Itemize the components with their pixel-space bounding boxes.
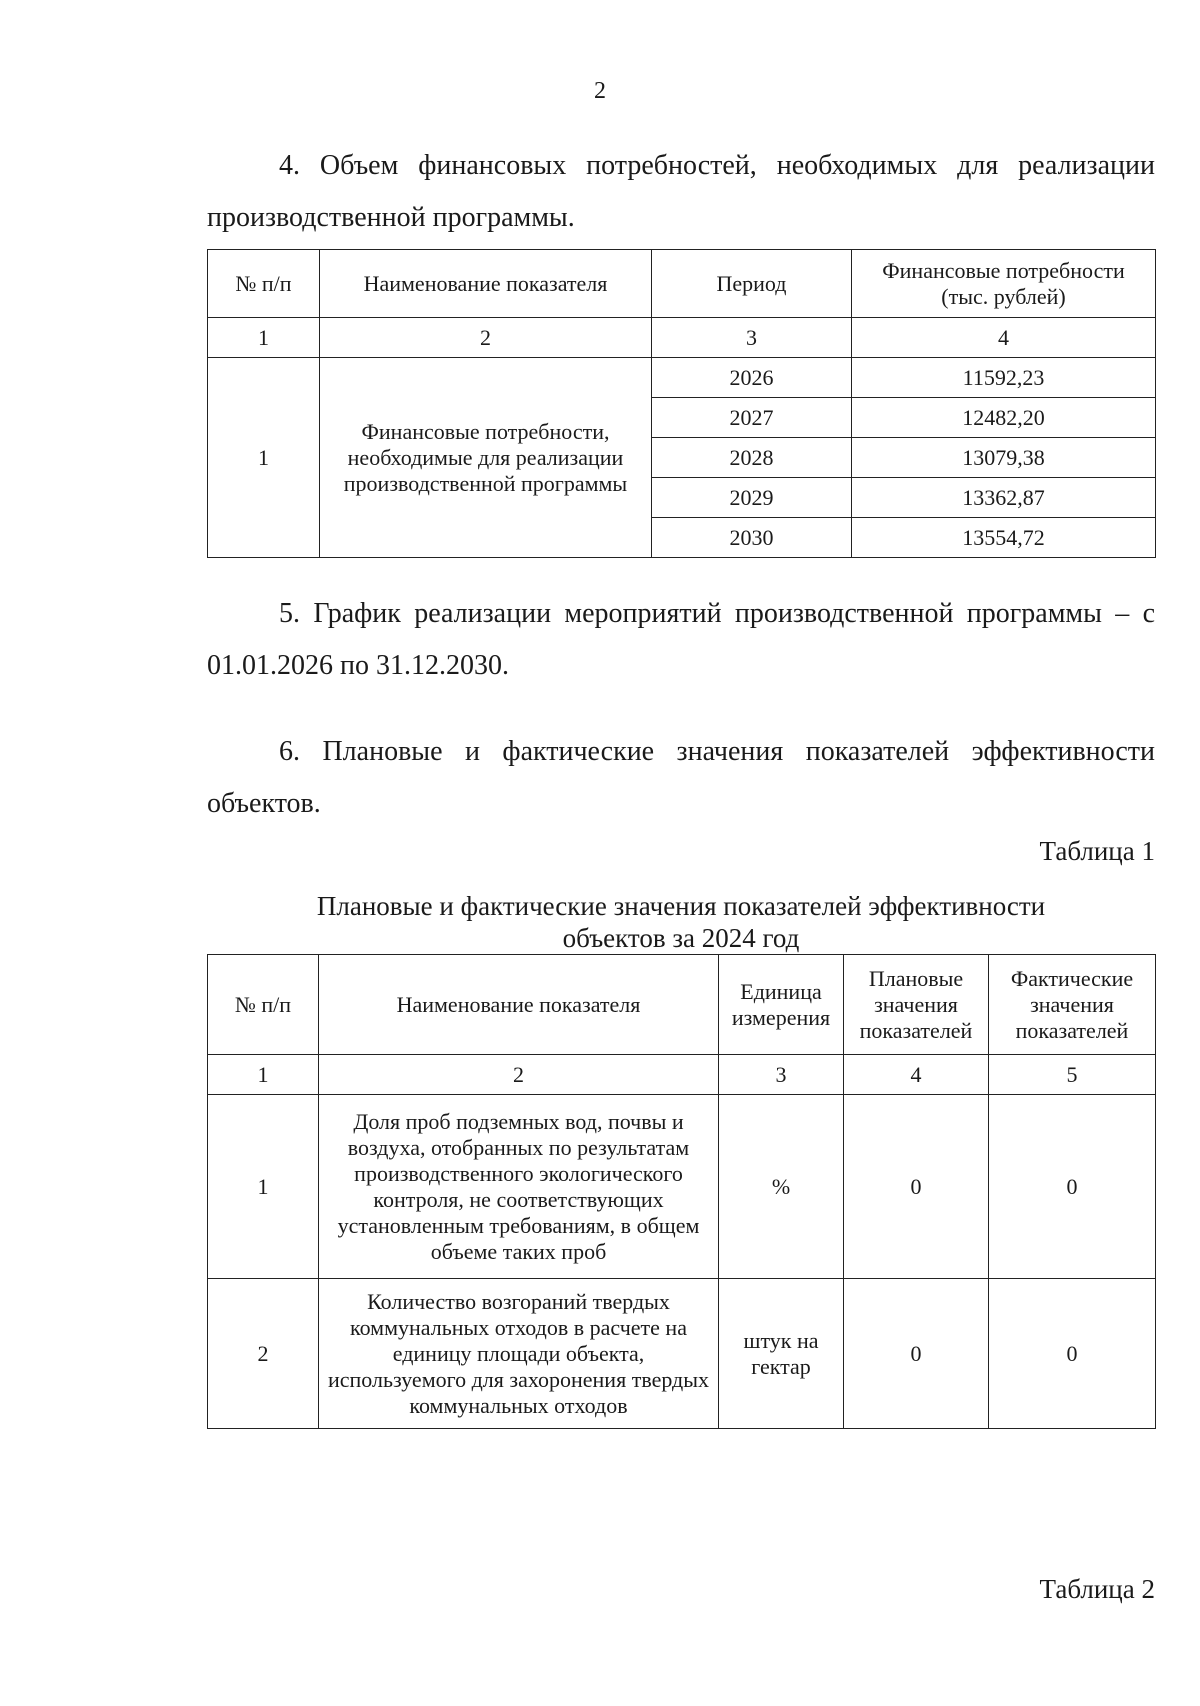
table-1-label: Таблица 1 bbox=[1039, 836, 1155, 866]
row-number-cell: 1 bbox=[208, 358, 320, 558]
col-number-cell: 1 bbox=[208, 318, 320, 358]
value-cell: 13554,72 bbox=[852, 518, 1156, 558]
table-2-label: Таблица 2 bbox=[1039, 1574, 1155, 1604]
value-cell: 13362,87 bbox=[852, 478, 1156, 518]
section-6-paragraph bbox=[207, 726, 1155, 830]
section-4-paragraph bbox=[207, 140, 1155, 244]
period-cell: 2028 bbox=[652, 438, 852, 478]
financial-needs-table bbox=[207, 249, 1156, 558]
table-1-title-line-1: Плановые и фактические значения показателей эффективности bbox=[316, 891, 1046, 921]
table-1-title bbox=[207, 890, 1155, 954]
actual-value-cell: 0 bbox=[989, 1279, 1156, 1429]
section-6-line-1: 6. Плановые и фактические значения показателей эффективности bbox=[279, 736, 1155, 767]
period-cell: 2030 bbox=[652, 518, 852, 558]
row-name-cell: Количество возгораний твердых коммунальных отходов в расчете на единицу площади объекта, используемого для захоронения твердых коммунальных отходов bbox=[319, 1279, 719, 1429]
period-cell: 2029 bbox=[652, 478, 852, 518]
column-numbers-row bbox=[208, 318, 1156, 358]
row-name-cell: Финансовые потребности, необходимые для реализации производственной программы bbox=[320, 358, 652, 558]
row-number-cell: 2 bbox=[208, 1279, 319, 1429]
column-numbers-row bbox=[208, 1055, 1156, 1095]
table-row bbox=[208, 358, 1156, 398]
section-5-line-2: 01.01.2026 по 31.12.2030. bbox=[207, 650, 509, 681]
row-name-cell: Доля проб подземных вод, почвы и воздуха, отобранных по результатам производственного экологического контроля, не соответствующих установленным требованиям, в общем объеме таких проб bbox=[319, 1095, 719, 1279]
period-cell: 2027 bbox=[652, 398, 852, 438]
col-number-cell: 1 bbox=[208, 1055, 319, 1095]
header-number: № п/п bbox=[208, 955, 319, 1055]
table-1-title-line-2: объектов за 2024 год bbox=[562, 923, 800, 953]
col-number-cell: 5 bbox=[989, 1055, 1156, 1095]
unit-cell: штук на гектар bbox=[719, 1279, 844, 1429]
planned-value-cell: 0 bbox=[844, 1279, 989, 1429]
col-number-cell: 4 bbox=[852, 318, 1156, 358]
col-number-cell: 3 bbox=[652, 318, 852, 358]
section-6-line-2: объектов. bbox=[207, 788, 321, 819]
value-cell: 13079,38 bbox=[852, 438, 1156, 478]
table-row bbox=[208, 1095, 1156, 1279]
header-number: № п/п bbox=[208, 250, 320, 318]
value-cell: 12482,20 bbox=[852, 398, 1156, 438]
unit-cell: % bbox=[719, 1095, 844, 1279]
page-number: 2 bbox=[594, 78, 606, 104]
row-number-cell: 1 bbox=[208, 1095, 319, 1279]
header-indicator-name: Наименование показателя bbox=[320, 250, 652, 318]
section-4-line-2: производственной программы. bbox=[207, 202, 575, 233]
header-actual-values: Фактические значения показателей bbox=[989, 955, 1156, 1055]
header-financial-needs: Финансовые потребности (тыс. рублей) bbox=[852, 250, 1156, 318]
header-period: Период bbox=[652, 250, 852, 318]
planned-value-cell: 0 bbox=[844, 1095, 989, 1279]
table-header-row bbox=[208, 250, 1156, 318]
col-number-cell: 2 bbox=[320, 318, 652, 358]
efficiency-indicators-table bbox=[207, 954, 1156, 1429]
section-4-line-1: 4. Объем финансовых потребностей, необходимых для реализации bbox=[279, 150, 1155, 181]
header-unit: Единица измерения bbox=[719, 955, 844, 1055]
header-indicator-name: Наименование показателя bbox=[319, 955, 719, 1055]
col-number-cell: 2 bbox=[319, 1055, 719, 1095]
table-header-row bbox=[208, 955, 1156, 1055]
section-5-paragraph bbox=[207, 588, 1155, 692]
table-row bbox=[208, 1279, 1156, 1429]
col-number-cell: 4 bbox=[844, 1055, 989, 1095]
col-number-cell: 3 bbox=[719, 1055, 844, 1095]
period-cell: 2026 bbox=[652, 358, 852, 398]
actual-value-cell: 0 bbox=[989, 1095, 1156, 1279]
value-cell: 11592,23 bbox=[852, 358, 1156, 398]
header-planned-values: Плановые значения показателей bbox=[844, 955, 989, 1055]
section-5-line-1: 5. График реализации мероприятий производственной программы – с bbox=[279, 598, 1155, 629]
